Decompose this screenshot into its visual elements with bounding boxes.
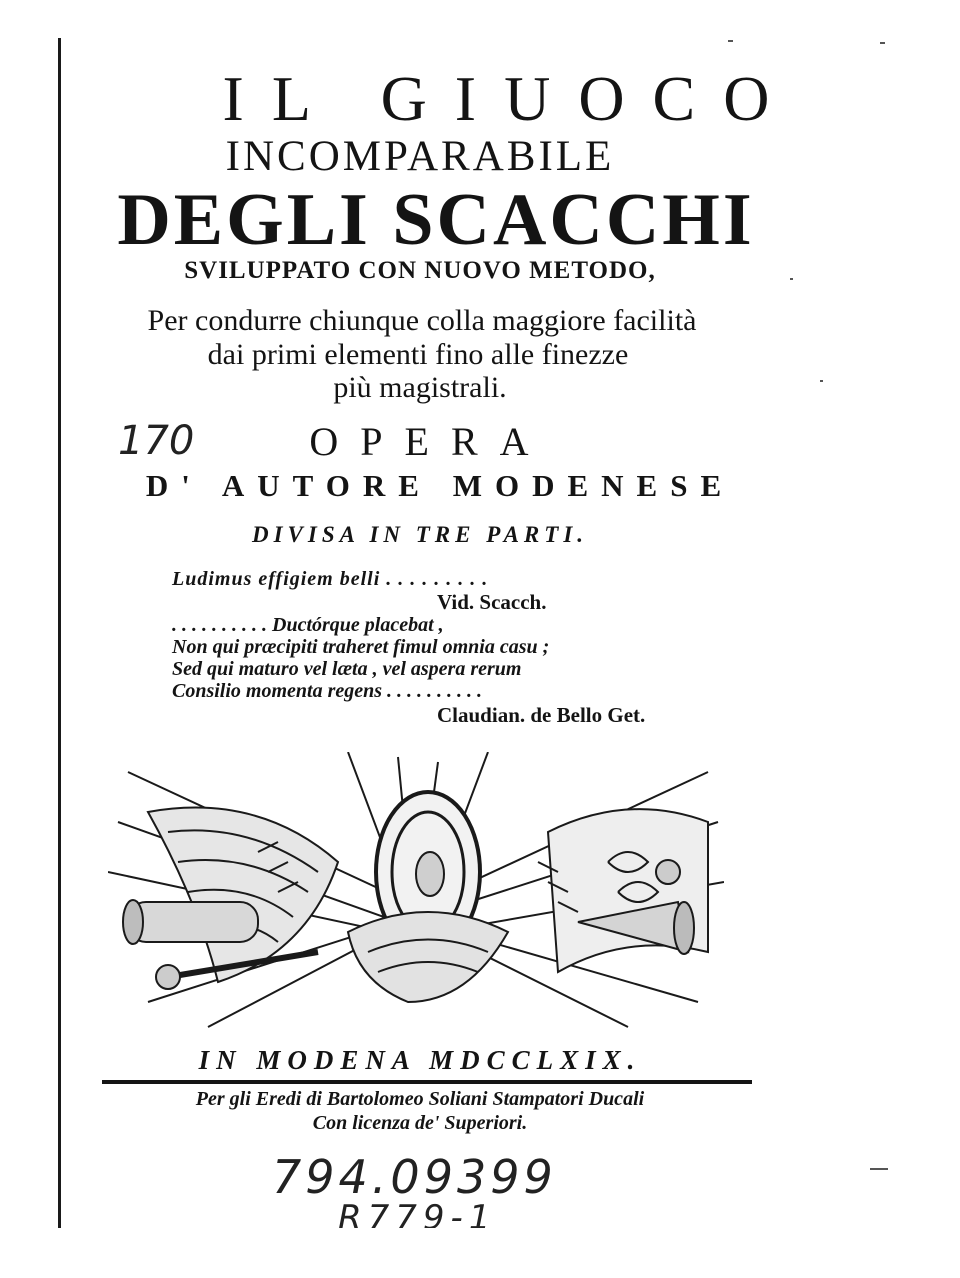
speck	[880, 42, 885, 44]
title-line-3: DEGLI SCACCHI	[117, 179, 755, 261]
imprint-publisher: Per gli Eredi di Bartolomeo Soliani Stampatori Ducali	[195, 1088, 645, 1110]
title-line-4: SVILUPPATO CON NUOVO METODO,	[184, 257, 656, 284]
handwritten-shelfmark: 794.09399	[272, 1150, 557, 1204]
imprint-license: Con licenza de' Superiori.	[312, 1112, 528, 1134]
author-line: D' AUTORE MODENESE	[145, 468, 735, 503]
subtitle-line: più magistrali.	[333, 371, 507, 404]
trophy-of-arms-woodcut-icon	[108, 752, 724, 1030]
handwritten-number: 170	[118, 418, 195, 464]
epigraph-line: Non qui præcipiti traheret fimul omnia casu ;	[172, 636, 550, 658]
title-line-2: INCOMPARABILE	[225, 133, 615, 180]
epigraph-attribution: Vid. Scacch.	[437, 590, 547, 614]
imprint-rule	[102, 1080, 752, 1084]
speck	[728, 40, 733, 42]
subtitle-line: Per condurre chiunque colla maggiore facilità	[147, 304, 697, 337]
handwritten-shelfmark: R779-1	[338, 1198, 497, 1228]
imprint-place-date: IN MODENA MDCCLXIX.	[198, 1045, 642, 1075]
epigraph-line: Consilio momenta regens . . . . . . . . . .	[172, 680, 483, 702]
epigraph-line: . . . . . . . . . . Ductórque placebat ,	[172, 614, 444, 636]
title-line-1: IL GIUOCO	[222, 63, 798, 134]
opera-heading: OPERA	[309, 419, 551, 464]
subtitle-line: dai primi elementi fino alle finezze	[207, 338, 629, 371]
epigraph-line: Sed qui maturo vel læta , vel aspera rerum	[172, 658, 522, 680]
epigraph-line: Ludimus effigiem belli . . . . . . . . .	[172, 568, 489, 590]
speck	[870, 1168, 888, 1170]
epigraph-attribution: Claudian. de Bello Get.	[437, 703, 646, 727]
parts-line: DIVISA IN TRE PARTI.	[251, 522, 589, 547]
